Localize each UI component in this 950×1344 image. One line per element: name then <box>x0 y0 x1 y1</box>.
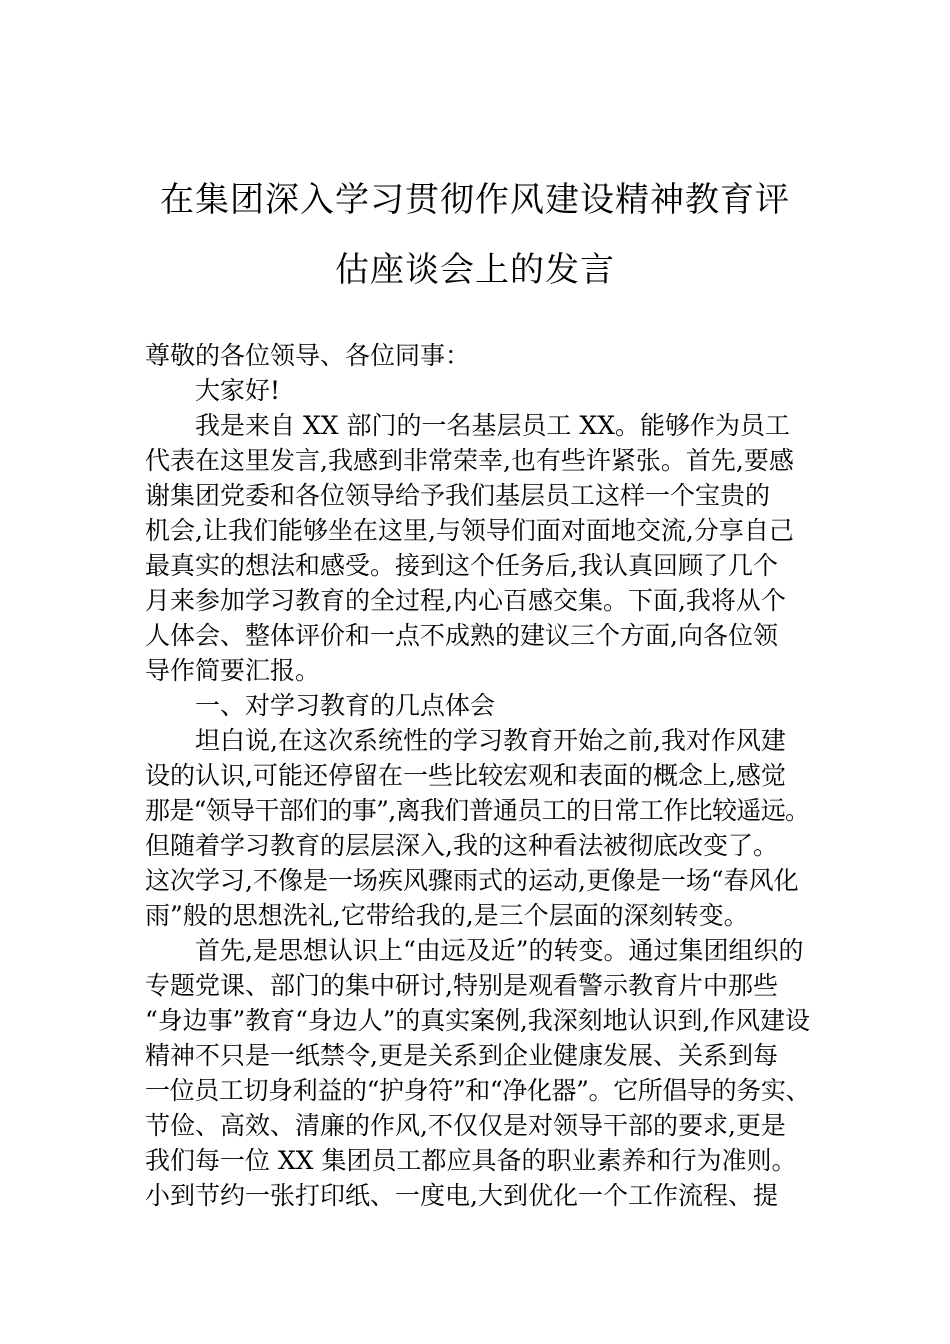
body-line: 节俭、高效、清廉的作风,不仅仅是对领导干部的要求,更是 <box>145 1111 786 1140</box>
body-line: 一、对学习教育的几点体会 <box>195 691 496 720</box>
body-line: 导作简要汇报。 <box>145 656 321 685</box>
document-title-line-2: 估座谈会上的发言 <box>335 250 615 290</box>
body-line: 首先,是思想认识上“由远及近”的转变。通过集团组织的 <box>195 936 804 965</box>
body-line: 月来参加学习教育的全过程,内心百感交集。下面,我将从个 <box>145 586 786 615</box>
body-line: 这次学习,不像是一场疾风骤雨式的运动,更像是一场“春风化 <box>145 866 799 895</box>
body-line: 大家好! <box>195 376 281 405</box>
body-line: 最真实的想法和感受。接到这个任务后,我认真回顾了几个 <box>145 551 778 580</box>
body-line: 人体会、整体评价和一点不成熟的建议三个方面,向各位领 <box>145 621 778 650</box>
body-line: 专题党课、部门的集中研讨,特别是观看警示教育片中那些 <box>145 971 778 1000</box>
body-line: 设的认识,可能还停留在一些比较宏观和表面的概念上,感觉 <box>145 761 786 790</box>
body-line: 但随着学习教育的层层深入,我的这种看法被彻底改变了。 <box>145 831 778 860</box>
document-title-line-1: 在集团深入学习贯彻作风建设精神教育评 <box>160 180 790 220</box>
body-line: 谢集团党委和各位领导给予我们基层员工这样一个宝贵的 <box>145 481 771 510</box>
body-line: 尊敬的各位领导、各位同事： <box>145 341 471 370</box>
body-line: 精神不只是一纸禁令,更是关系到企业健康发展、关系到每 <box>145 1041 778 1070</box>
body-line: 机会,让我们能够坐在这里,与领导们面对面地交流,分享自己 <box>145 516 794 545</box>
body-line: 那是“领导干部们的事”,离我们普通员工的日常工作比较遥远。 <box>145 796 810 825</box>
body-line: 一位员工切身利益的“护身符”和“净化器”。它所倡导的务实、 <box>145 1076 811 1105</box>
body-line: 坦白说,在这次系统性的学习教育开始之前,我对作风建 <box>195 726 786 755</box>
body-line: 小到节约一张打印纸、一度电,大到优化一个工作流程、提 <box>145 1181 778 1210</box>
body-line: 雨”般的思想洗礼,它带给我的,是三个层面的深刻转变。 <box>145 901 749 930</box>
document-body <box>145 338 810 1213</box>
body-line: 我们每一位 XX 集团员工都应具备的职业素养和行为准则。 <box>145 1146 797 1175</box>
body-line: 我是来自 XX 部门的一名基层员工 XX。能够作为员工 <box>195 411 791 440</box>
body-line: “身边事”教育“身边人”的真实案例,我深刻地认识到,作风建设 <box>145 1006 810 1035</box>
body-line: 代表在这里发言,我感到非常荣幸,也有些许紧张。首先,要感 <box>145 446 794 475</box>
